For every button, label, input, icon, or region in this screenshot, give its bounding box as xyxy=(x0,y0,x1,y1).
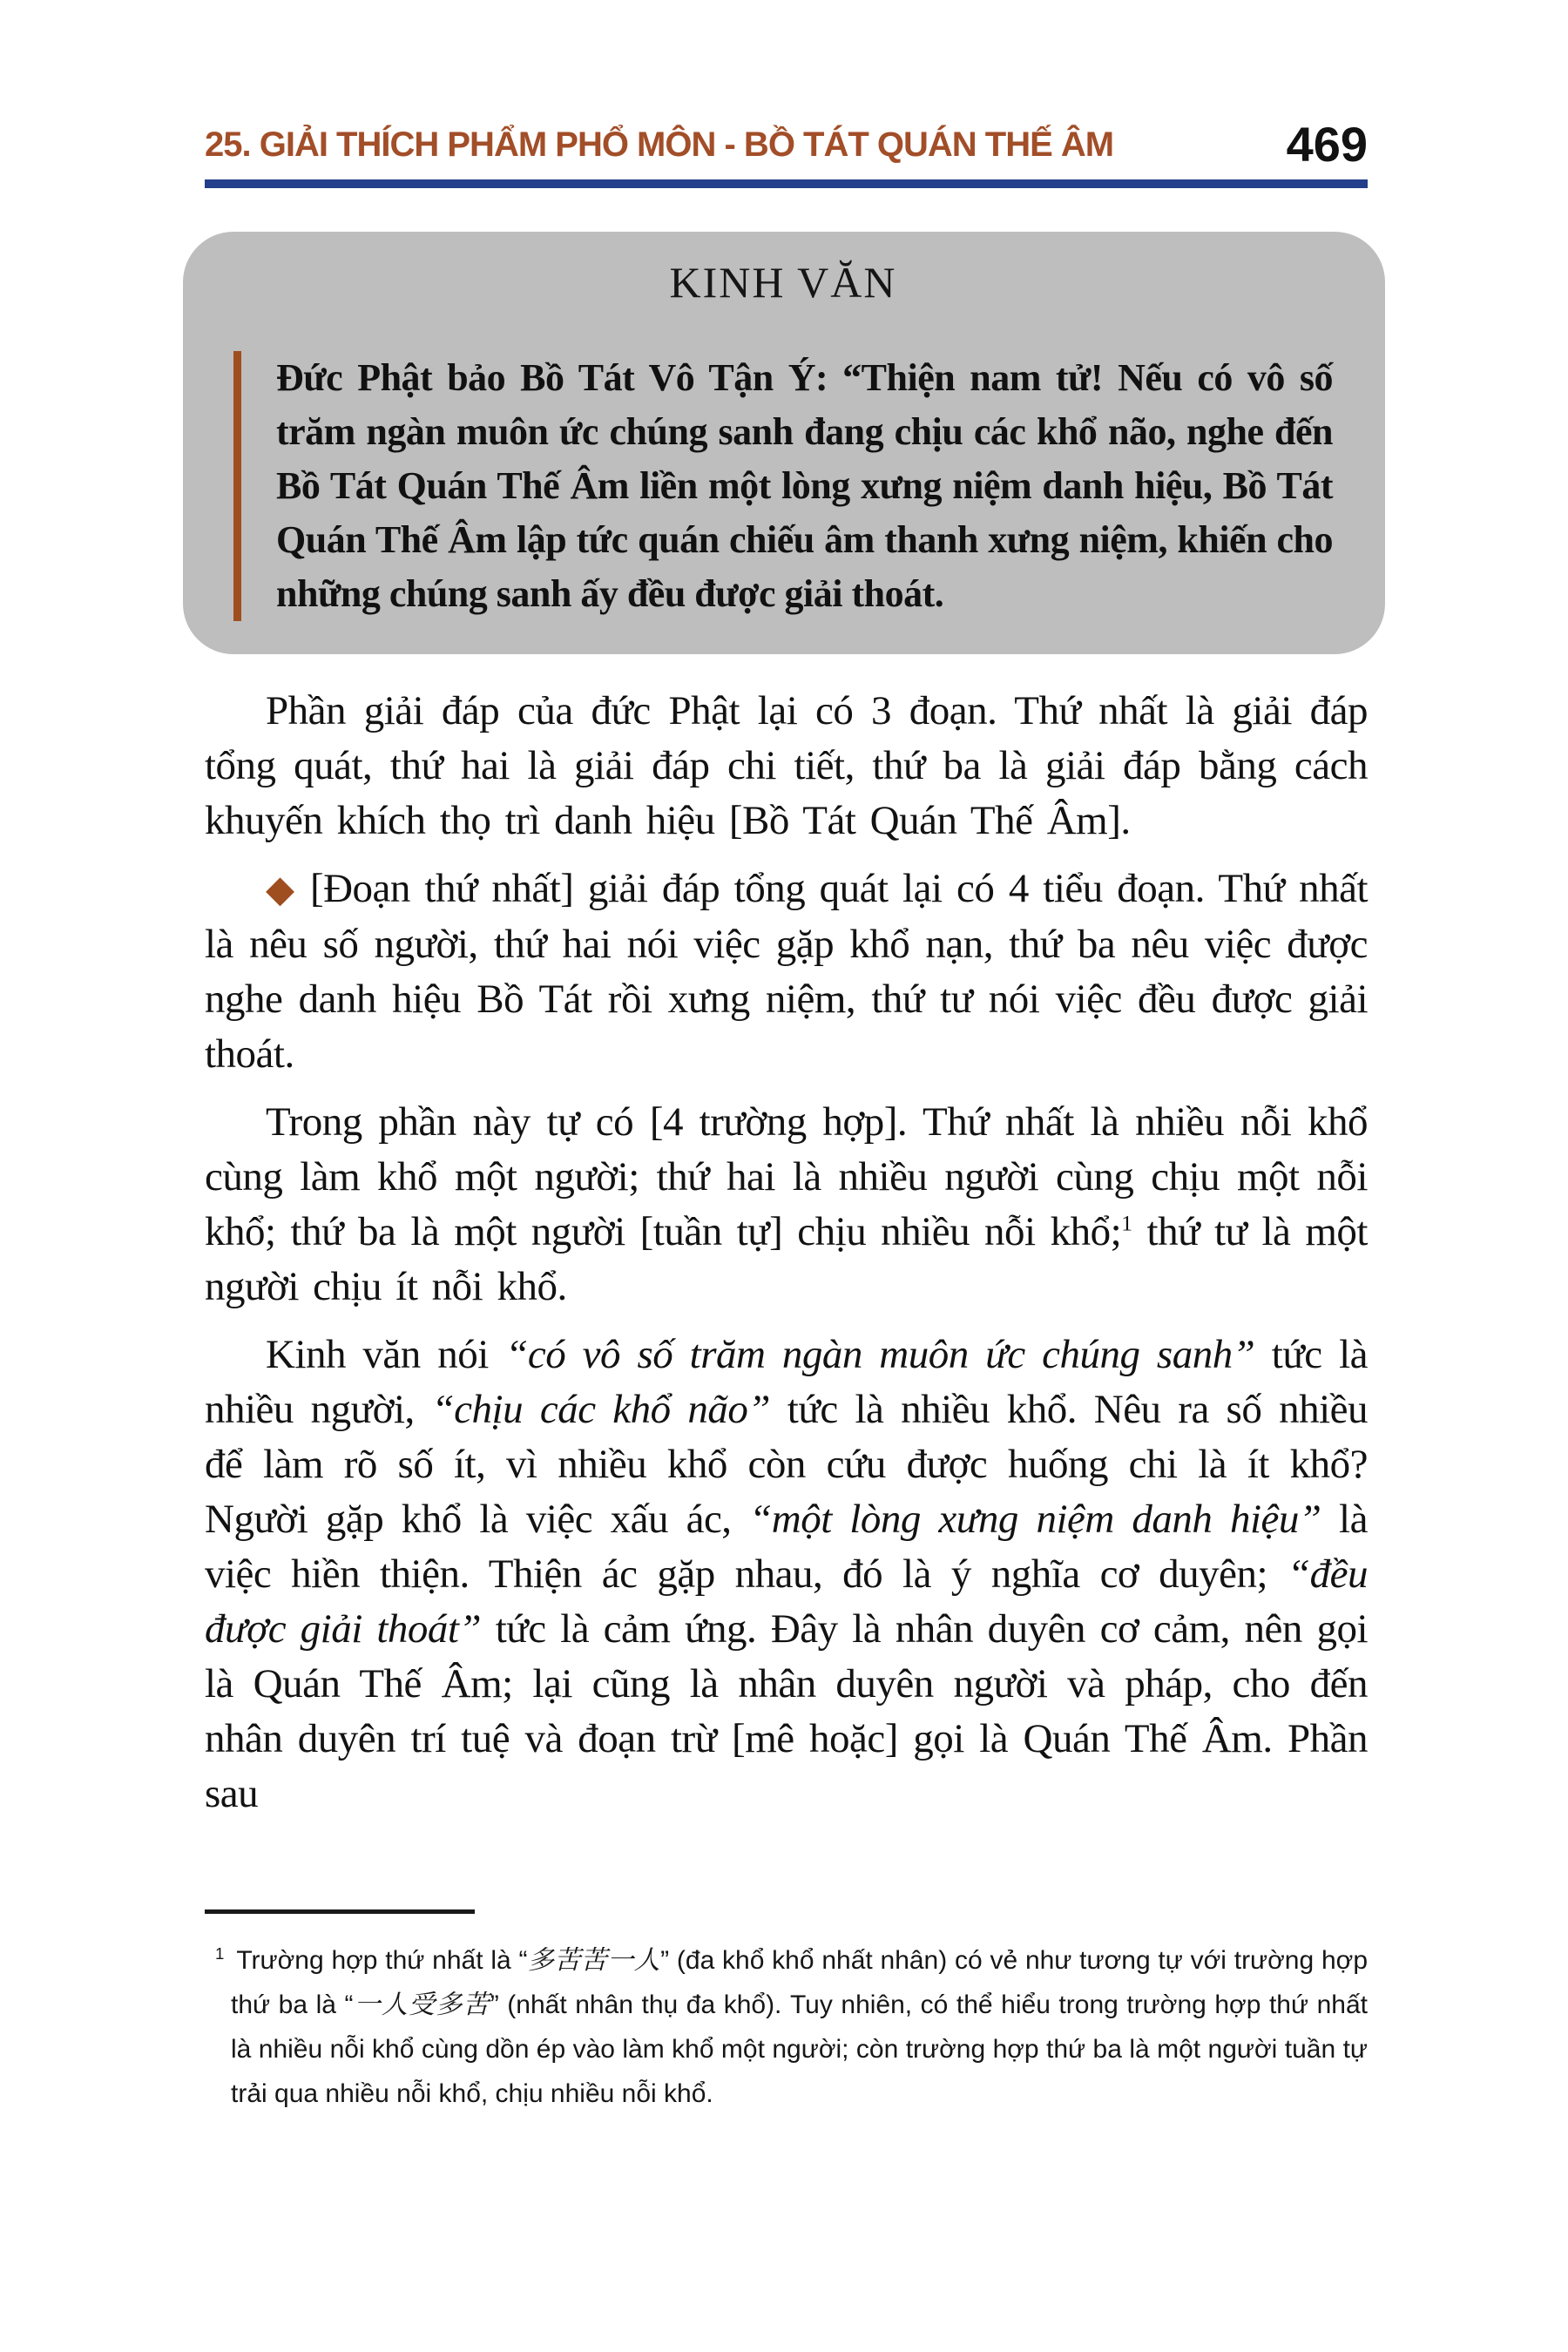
paragraph-kinh-van-analysis: Kinh văn nói “có vô số trăm ngàn muôn ức chúng sanh” tức là nhiều người, “chịu các khổ não” tức là nhiều khổ. Nêu ra số nhiều để làm rõ số ít, vì nhiều khổ còn cứu được huống chi là ít khổ? Người gặp khổ là việc xấu ác, “một lòng xưng niệm danh hiệu” là việc hiền thiện. Thiện ác gặp nhau, đó là ý nghĩa cơ duyên; “đều được giải thoát” tức là cảm ứng. Đây là nhân duyên cơ cảm, nên gọi là Quán Thế Âm; lại cũng là nhân duyên người và pháp, cho đến nhân duyên trí tuệ và đoạn trừ [mê hoặc] gọi là Quán Thế Âm. Phần sau xyxy=(205,1331,1369,1816)
kinh-van-quote-text: Đức Phật bảo Bồ Tát Vô Tận Ý: “Thiện nam tử! Nếu có vô số trăm ngàn muôn ức chúng sanh đang chịu các khổ não, nghe đến Bồ Tát Quán Thế Âm liền một lòng xưng niệm danh hiệu, Bồ Tát Quán Thế Âm lập tức quán chiếu âm thanh xưng niệm, khiến cho những chúng sanh ấy đều được giải thoát. xyxy=(276,355,1333,615)
footnote-divider xyxy=(205,1909,475,1914)
footnote-marker: 1 xyxy=(215,1944,225,1963)
paragraph-section-one: ◆ [Đoạn thứ nhất] giải đáp tổng quát lại có 4 tiểu đoạn. Thứ nhất là nêu số người, thứ hai nói việc gặp khổ nạn, thứ ba nêu việc được nghe danh hiệu Bồ Tát rồi xưng niệm, thứ tư nói việc đều được giải thoát. xyxy=(205,865,1368,1077)
paragraph-overview: Phần giải đáp của đức Phật lại có 3 đoạn. Thứ nhất là giải đáp tổng quát, thứ hai là giải đáp chi tiết, thứ ba là giải đáp bằng cách khuyến khích thọ trì danh hiệu [Bồ Tát Quán Thế Âm]. xyxy=(205,687,1368,843)
paragraph-four-cases: Trong phần này tự có [4 trường hợp]. Thứ nhất là nhiều nỗi khổ cùng làm khổ một người; thứ hai là nhiều người cùng chịu một nỗi khổ; thứ ba là một người [tuần tự] chịu nhiều nỗi khổ;$^1$ thứ tư là một người chịu ít nỗi khổ. xyxy=(205,1098,1368,1309)
quote-accent-bar xyxy=(233,351,241,621)
page-number: 469 xyxy=(1286,117,1368,172)
footnote-text: Trường hợp thứ nhất là “多苦苦一人” (đa khổ khổ nhất nhân) có vẻ như tương tự với trường hợp thứ ba là “一人受多苦” (nhất nhân thụ đa khổ). Tuy nhiên, có thể hiểu trong trường hợp thứ nhất là nhiều nỗi khổ cùng dồn ép vào làm khổ một người; còn trường hợp thứ ba là một người tuần tự trải qua nhiều nỗi khổ, chịu nhiều nỗi khổ. xyxy=(231,1946,1369,2108)
footnote-section xyxy=(205,1909,1368,2116)
kinh-van-quote-block xyxy=(233,351,1333,621)
header-row xyxy=(205,117,1368,172)
kinh-van-title: KINH VĂN xyxy=(669,257,897,307)
running-title: 25. GIẢI THÍCH PHẨM PHỔ MÔN - BỒ TÁT QUÁN THẾ ÂM xyxy=(205,125,1114,164)
footnote xyxy=(205,1938,1368,2116)
commentary-body xyxy=(205,684,1368,1821)
header-rule xyxy=(205,179,1368,188)
kinh-van-box xyxy=(183,232,1385,654)
page-header xyxy=(205,117,1368,188)
